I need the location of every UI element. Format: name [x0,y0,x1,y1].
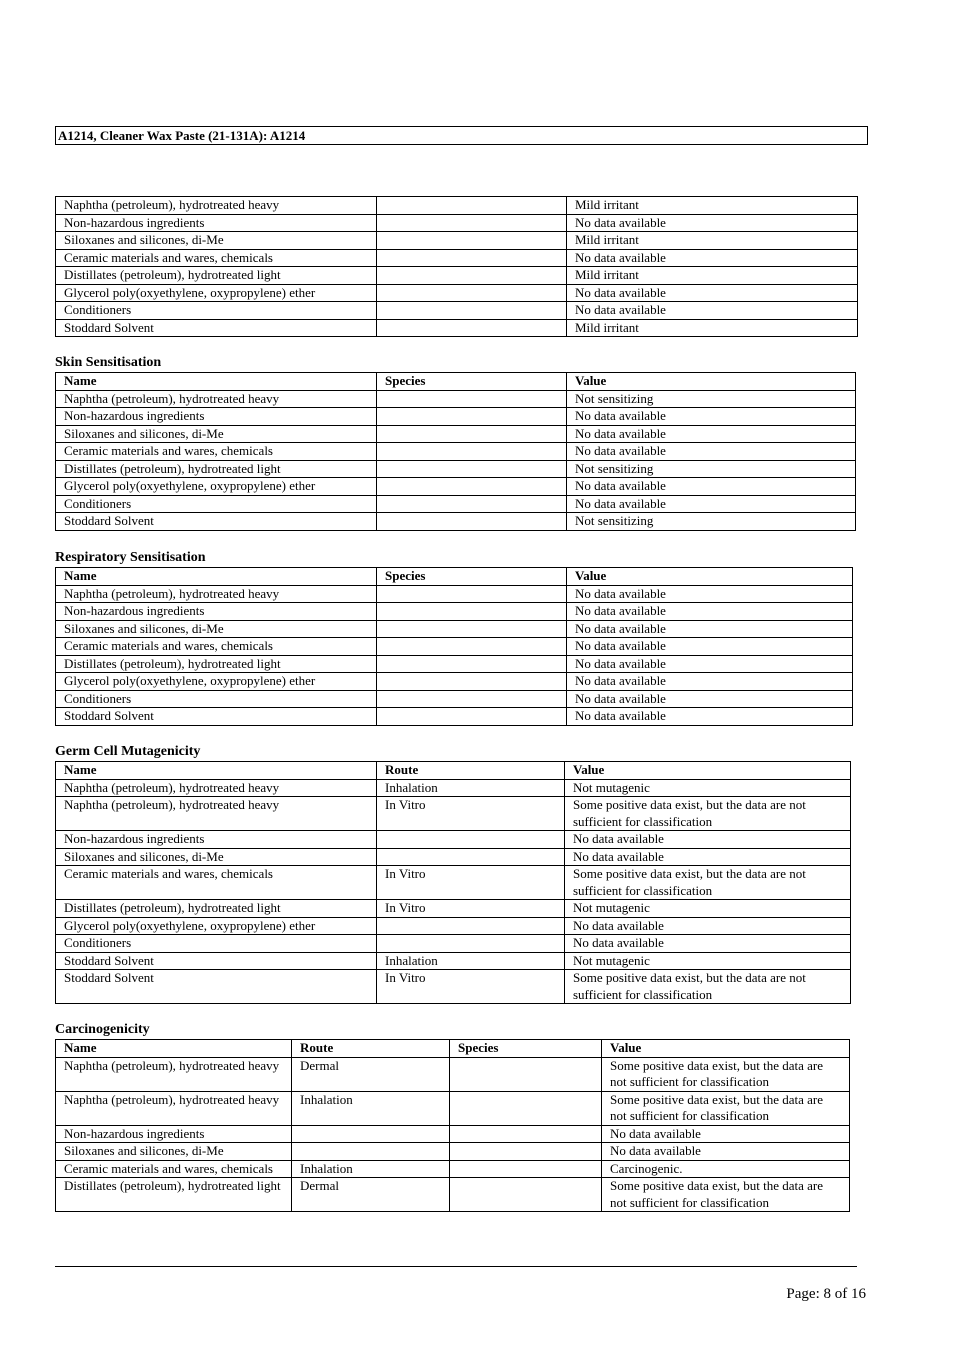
table-row [56,673,853,691]
table-cell [377,831,565,849]
table-cell: Not mutagenic [565,952,851,970]
table-cell: Naphtha (petroleum), hydrotreated heavy [56,1091,292,1125]
skin-sensitisation-table [55,372,856,531]
column-header: Value [602,1040,850,1058]
carcinogenicity-table [55,1039,850,1212]
table-row [56,603,853,621]
table-cell: In Vitro [377,900,565,918]
table-row [56,478,856,496]
table-cell: In Vitro [377,970,565,1004]
table-cell [377,214,567,232]
table-row [56,797,851,831]
table-cell: Some positive data exist, but the data are not sufficient for classification [602,1091,850,1125]
table-cell [450,1057,602,1091]
table-cell [377,232,567,250]
column-header: Value [567,568,853,586]
table-cell: Stoddard Solvent [56,970,377,1004]
table-row [56,831,851,849]
table-cell: No data available [567,495,856,513]
table-row [56,620,853,638]
table-cell: Siloxanes and silicones, di-Me [56,425,377,443]
table-row [56,917,851,935]
column-header: Species [450,1040,602,1058]
table-cell: Siloxanes and silicones, di-Me [56,620,377,638]
table-cell: No data available [567,690,853,708]
table-cell: No data available [602,1143,850,1161]
table-cell [450,1160,602,1178]
table-cell [377,408,567,426]
table-cell: No data available [567,673,853,691]
table-cell [377,585,567,603]
table-row [56,284,858,302]
table-row [56,1125,850,1143]
table-cell [377,620,567,638]
table-cell: Glycerol poly(oxyethylene, oxypropylene) ether [56,673,377,691]
table-cell [377,460,567,478]
table-cell [377,443,567,461]
table-header-row [56,568,853,586]
table-cell: In Vitro [377,866,565,900]
column-header: Route [292,1040,450,1058]
table-cell: In Vitro [377,797,565,831]
table-cell: Stoddard Solvent [56,513,377,531]
table-cell: Naphtha (petroleum), hydrotreated heavy [56,197,377,215]
table-cell: Stoddard Solvent [56,319,377,337]
table-row [56,1091,850,1125]
table-row [56,232,858,250]
table-cell [377,267,567,285]
document-header: A1214, Cleaner Wax Paste (21-131A): A1214 [55,126,868,145]
section-title-skin-sensitisation: Skin Sensitisation [55,355,162,370]
table-cell: No data available [567,585,853,603]
table-cell: Some positive data exist, but the data are not sufficient for classification [565,970,851,1004]
table-row [56,708,853,726]
section-title-carcinogenicity: Carcinogenicity [55,1022,150,1037]
table-cell: Ceramic materials and wares, chemicals [56,866,377,900]
table-cell: Not sensitizing [567,460,856,478]
table-row [56,249,858,267]
table-cell: Siloxanes and silicones, di-Me [56,848,377,866]
table-row [56,1178,850,1212]
table-cell [377,513,567,531]
table-cell: Naphtha (petroleum), hydrotreated heavy [56,1057,292,1091]
table-row [56,302,858,320]
table-cell: Conditioners [56,690,377,708]
table-cell: No data available [565,935,851,953]
table-cell: Non-hazardous ingredients [56,831,377,849]
table-cell: Not mutagenic [565,779,851,797]
column-header: Value [565,762,851,780]
table-cell [292,1143,450,1161]
table-cell: Naphtha (petroleum), hydrotreated heavy [56,390,377,408]
column-header: Value [567,373,856,391]
table-cell: Not sensitizing [567,513,856,531]
table-cell [292,1125,450,1143]
table-row [56,408,856,426]
table-cell: Mild irritant [567,267,858,285]
table-cell: Mild irritant [567,197,858,215]
table-row [56,1057,850,1091]
table-cell: Inhalation [292,1160,450,1178]
column-header: Name [56,373,377,391]
table-row [56,690,853,708]
table-cell: Distillates (petroleum), hydrotreated light [56,1178,292,1212]
table-row [56,655,853,673]
column-header: Route [377,762,565,780]
table-row [56,900,851,918]
footer-divider [55,1266,857,1267]
table-cell: Some positive data exist, but the data are not sufficient for classification [565,866,851,900]
table-cell: Inhalation [377,779,565,797]
table-row [56,1143,850,1161]
table-cell: Glycerol poly(oxyethylene, oxypropylene) ether [56,478,377,496]
table-row [56,495,856,513]
table-row [56,425,856,443]
table-cell: No data available [565,848,851,866]
table-cell: Distillates (petroleum), hydrotreated light [56,460,377,478]
table-cell: Not sensitizing [567,390,856,408]
table-cell: Dermal [292,1178,450,1212]
table-cell [377,935,565,953]
table-cell: Conditioners [56,302,377,320]
table-cell [377,708,567,726]
table-cell [377,197,567,215]
table-cell: No data available [567,478,856,496]
table-header-row [56,1040,850,1058]
table-cell: Some positive data exist, but the data are not sufficient for classification [602,1178,850,1212]
table-cell: Stoddard Solvent [56,708,377,726]
table-cell: Naphtha (petroleum), hydrotreated heavy [56,797,377,831]
table-cell [377,655,567,673]
table-cell: Ceramic materials and wares, chemicals [56,249,377,267]
table-cell: Non-hazardous ingredients [56,1125,292,1143]
table-cell: Distillates (petroleum), hydrotreated light [56,900,377,918]
table-row [56,267,858,285]
table-cell: Siloxanes and silicones, di-Me [56,232,377,250]
table-cell [377,690,567,708]
table-cell: No data available [567,284,858,302]
table-cell: Non-hazardous ingredients [56,408,377,426]
table-cell: No data available [567,425,856,443]
table-header-row [56,762,851,780]
table-cell [377,390,567,408]
table-cell [377,284,567,302]
table-cell: No data available [567,214,858,232]
table-cell: No data available [567,302,858,320]
table-cell: Ceramic materials and wares, chemicals [56,638,377,656]
table-row [56,638,853,656]
table-cell: No data available [567,249,858,267]
table-row [56,443,856,461]
table-cell: No data available [567,603,853,621]
table-cell: Carcinogenic. [602,1160,850,1178]
table-cell: No data available [565,831,851,849]
table-cell: Glycerol poly(oxyethylene, oxypropylene) ether [56,284,377,302]
table-row [56,935,851,953]
table-cell: Non-hazardous ingredients [56,214,377,232]
table-cell: No data available [567,443,856,461]
section-title-respiratory-sensitisation: Respiratory Sensitisation [55,550,206,565]
table-cell: Naphtha (petroleum), hydrotreated heavy [56,585,377,603]
table-cell: Mild irritant [567,232,858,250]
table-row [56,197,858,215]
section-title-germ-cell-mutagenicity: Germ Cell Mutagenicity [55,744,201,759]
table-cell [450,1125,602,1143]
table-cell [450,1143,602,1161]
column-header: Name [56,568,377,586]
table-cell [377,249,567,267]
table-cell [377,319,567,337]
table-cell [377,603,567,621]
table-cell: Glycerol poly(oxyethylene, oxypropylene) ether [56,917,377,935]
table-cell: Mild irritant [567,319,858,337]
column-header: Name [56,762,377,780]
table-cell: Distillates (petroleum), hydrotreated light [56,655,377,673]
table-cell: Dermal [292,1057,450,1091]
table-cell: Inhalation [292,1091,450,1125]
table-cell [377,848,565,866]
table-header-row [56,373,856,391]
table-cell: No data available [602,1125,850,1143]
table-cell: Conditioners [56,935,377,953]
column-header: Species [377,373,567,391]
table-row [56,460,856,478]
germ-cell-mutagenicity-table [55,761,851,1004]
irritation-table [55,196,858,337]
table-cell: Some positive data exist, but the data are not sufficient for classification [602,1057,850,1091]
table-cell [377,478,567,496]
table-row [56,390,856,408]
table-cell: No data available [567,655,853,673]
table-row [56,319,858,337]
table-cell: No data available [565,917,851,935]
table-cell: Some positive data exist, but the data are not sufficient for classification [565,797,851,831]
table-cell [377,302,567,320]
table-cell: No data available [567,408,856,426]
table-cell: Stoddard Solvent [56,952,377,970]
table-cell: No data available [567,620,853,638]
table-cell: Ceramic materials and wares, chemicals [56,1160,292,1178]
table-cell: Non-hazardous ingredients [56,603,377,621]
table-cell: Conditioners [56,495,377,513]
table-cell [377,495,567,513]
table-row [56,513,856,531]
table-cell: Ceramic materials and wares, chemicals [56,443,377,461]
table-cell: Siloxanes and silicones, di-Me [56,1143,292,1161]
table-row [56,214,858,232]
table-row [56,970,851,1004]
column-header: Name [56,1040,292,1058]
table-cell [377,638,567,656]
column-header: Species [377,568,567,586]
table-cell: No data available [567,708,853,726]
table-row [56,585,853,603]
respiratory-sensitisation-table [55,567,853,726]
table-cell: Not mutagenic [565,900,851,918]
table-cell: Naphtha (petroleum), hydrotreated heavy [56,779,377,797]
table-cell [377,917,565,935]
table-cell [377,673,567,691]
table-row [56,848,851,866]
table-row [56,779,851,797]
table-cell: No data available [567,638,853,656]
table-cell: Inhalation [377,952,565,970]
table-cell [450,1178,602,1212]
table-row [56,1160,850,1178]
table-cell [377,425,567,443]
table-row [56,952,851,970]
table-row [56,866,851,900]
table-cell [450,1091,602,1125]
page-number: Page: 8 of 16 [786,1286,866,1302]
table-cell: Distillates (petroleum), hydrotreated light [56,267,377,285]
